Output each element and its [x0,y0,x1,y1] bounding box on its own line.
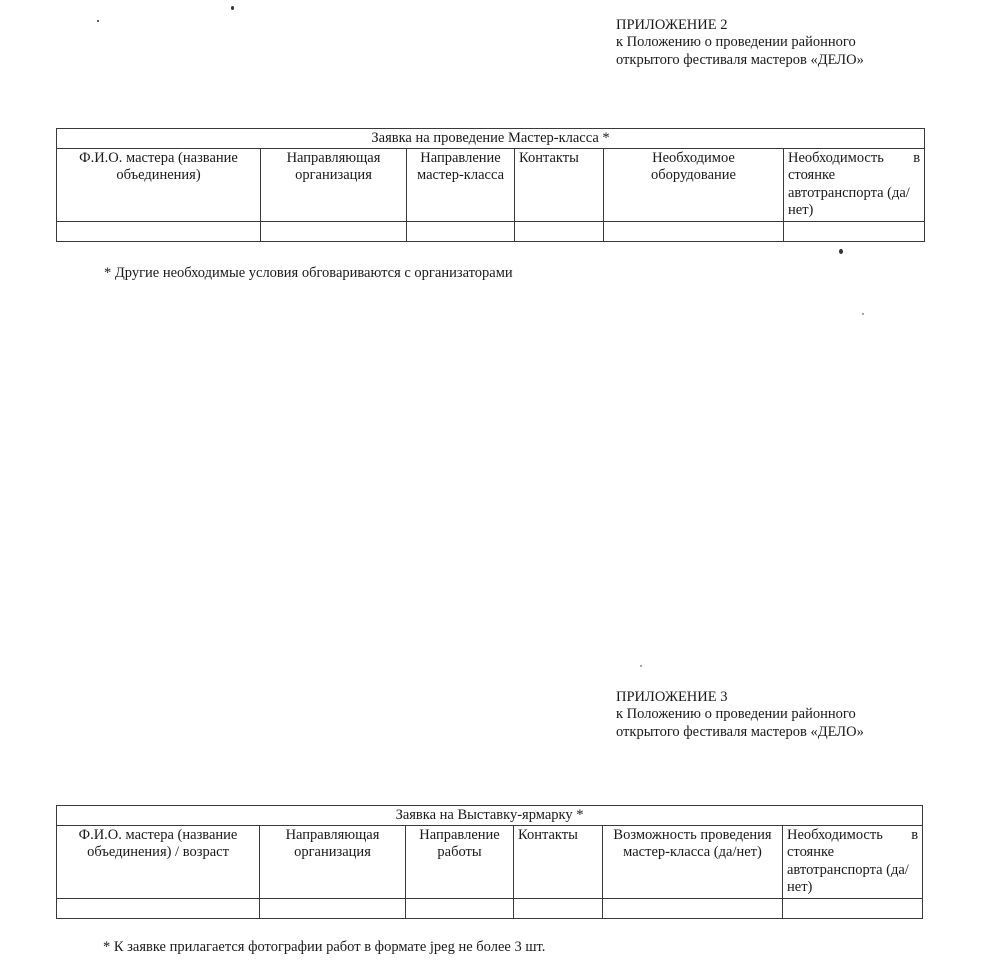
table-title: Заявка на Выставку-ярмарку * [57,806,923,826]
appendix-2-line-1: к Положению о проведении районного [616,34,856,51]
appendix-3-line-2: открытого фестиваля мастеров «ДЕЛО» [616,723,864,740]
blank-cell[interactable] [604,221,784,241]
scan-speck [640,665,642,667]
header-parking-word: Необходимость [787,827,883,843]
header-master-name: Ф.И.О. мастера (название объединения) / возраст [57,826,260,899]
blank-cell[interactable] [407,221,515,241]
blank-cell[interactable] [261,221,407,241]
blank-cell[interactable] [515,221,604,241]
exhibition-footnote: * К заявке прилагается фотографии работ в формате jpeg не более 3 шт. [103,939,546,955]
header-parking-word: Необходимость [788,150,884,166]
blank-cell[interactable] [260,898,406,918]
blank-cell[interactable] [603,898,783,918]
header-parking [784,149,925,222]
appendix-3-title: ПРИЛОЖЕНИЕ 3 [616,689,728,705]
header-direction: Направление работы [406,826,514,899]
blank-cell[interactable] [57,221,261,241]
header-contacts: Контакты [515,149,604,222]
header-parking-rest: стоянке автотранспорта (да/нет) [787,844,909,896]
appendix-3-line-1: к Положению о проведении районного [616,706,856,723]
blank-cell[interactable] [514,898,603,918]
header-parking [783,826,923,899]
header-parking-preposition: в [913,150,921,166]
header-parking-preposition: в [911,827,919,843]
header-masterclass-possibility: Возможность проведения мастер-класса (да/нет) [603,826,783,899]
blank-cell[interactable] [783,898,923,918]
masterclass-footnote: * Другие необходимые условия обговариваются с организаторами [104,265,513,281]
blank-cell[interactable] [406,898,514,918]
header-direction: Направление мастер-класса [407,149,515,222]
header-organization: Направляющая организация [261,149,407,222]
scan-speck [97,20,99,22]
header-master-name: Ф.И.О. мастера (название объединения) [57,149,261,222]
header-parking-rest: стоянке автотранспорта (да/нет) [788,167,910,219]
header-organization: Направляющая организация [260,826,406,899]
header-contacts: Контакты [514,826,603,899]
scan-speck [862,313,864,315]
appendix-2-line-2: открытого фестиваля мастеров «ДЕЛО» [616,51,864,68]
masterclass-application-table [56,128,925,242]
scan-speck [839,249,843,254]
blank-cell[interactable] [57,898,260,918]
table-title: Заявка на проведение Мастер-класса * [57,129,925,149]
header-equipment: Необходимое оборудование [604,149,784,222]
scan-speck [231,6,234,10]
appendix-2-header [616,17,996,69]
exhibition-application-table [56,805,923,919]
appendix-2-title: ПРИЛОЖЕНИЕ 2 [616,17,728,33]
appendix-3-header [616,689,996,741]
blank-cell[interactable] [784,221,925,241]
